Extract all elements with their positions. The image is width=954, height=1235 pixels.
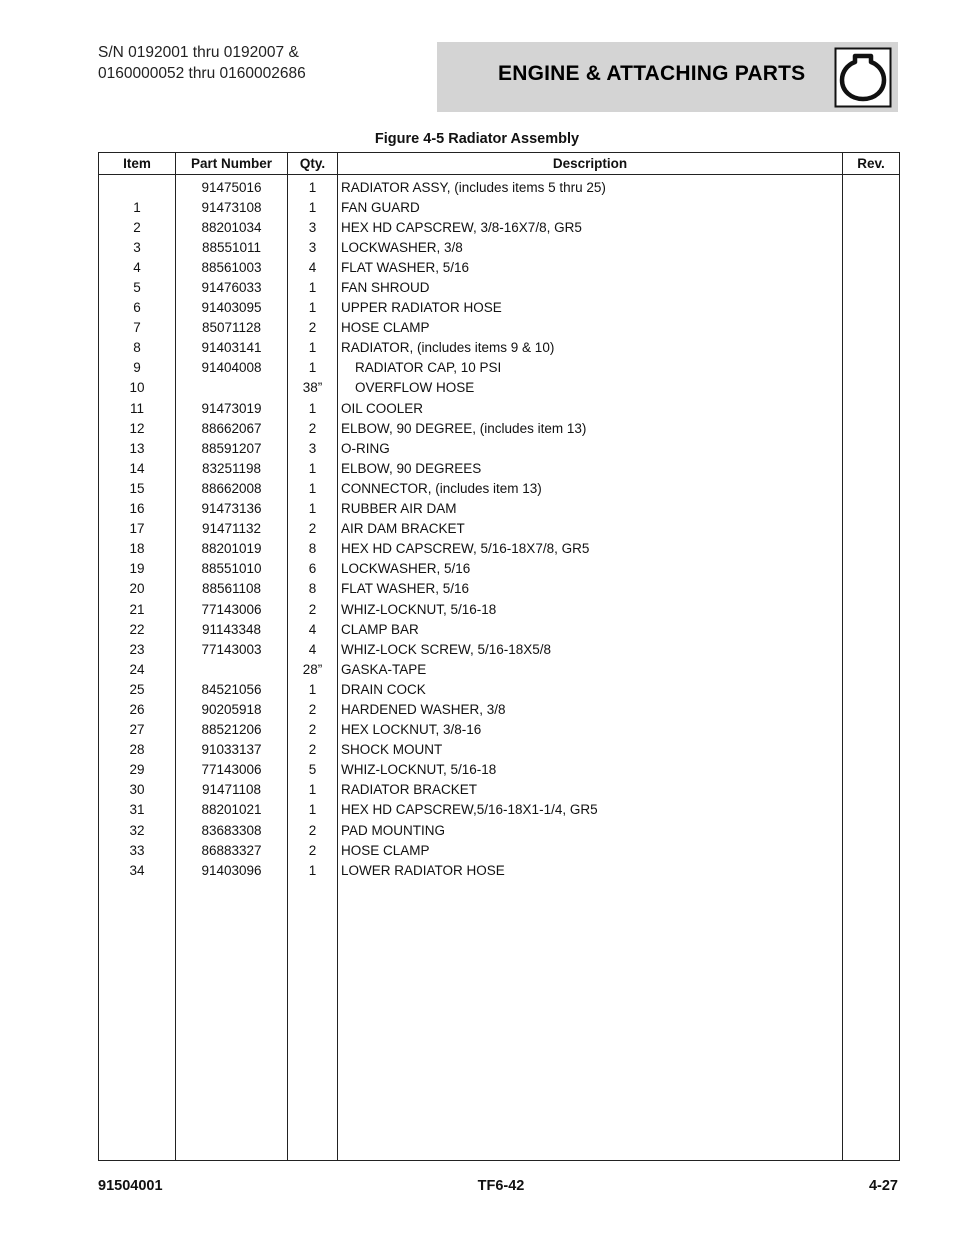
table-row bbox=[99, 398, 900, 418]
table-row bbox=[99, 338, 900, 358]
table-row bbox=[99, 175, 900, 198]
rev-cell bbox=[843, 619, 900, 639]
rev-cell bbox=[843, 458, 900, 478]
item-cell: 33 bbox=[99, 840, 176, 860]
column-header-qty: Qty. bbox=[288, 153, 338, 175]
qty-cell: 4 bbox=[288, 619, 338, 639]
table-row bbox=[99, 438, 900, 458]
part-number-cell: 77143003 bbox=[176, 639, 288, 659]
description-cell: CONNECTOR, (includes item 13) bbox=[338, 478, 843, 498]
part-number-cell: 91403095 bbox=[176, 298, 288, 318]
part-number-cell: 85071128 bbox=[176, 318, 288, 338]
table-row bbox=[99, 820, 900, 840]
table-row bbox=[99, 659, 900, 679]
part-number-cell: 88201019 bbox=[176, 539, 288, 559]
rev-cell bbox=[843, 519, 900, 539]
qty-cell: 8 bbox=[288, 539, 338, 559]
table-row bbox=[99, 478, 900, 498]
description-cell: HEX HD CAPSCREW, 3/8-16X7/8, GR5 bbox=[338, 217, 843, 237]
filler-cell bbox=[99, 880, 176, 1160]
rev-cell bbox=[843, 840, 900, 860]
rev-cell bbox=[843, 358, 900, 378]
qty-cell: 2 bbox=[288, 840, 338, 860]
item-cell: 8 bbox=[99, 338, 176, 358]
table-row bbox=[99, 740, 900, 760]
table-row bbox=[99, 257, 900, 277]
qty-cell: 28” bbox=[288, 659, 338, 679]
table-row bbox=[99, 539, 900, 559]
table-filler-row bbox=[99, 880, 900, 1160]
description-cell: RADIATOR, (includes items 9 & 10) bbox=[338, 338, 843, 358]
footer-page-number: 4-27 bbox=[868, 1178, 898, 1194]
description-cell: FAN GUARD bbox=[338, 197, 843, 217]
item-cell: 3 bbox=[99, 237, 176, 257]
qty-cell: 1 bbox=[288, 338, 338, 358]
item-cell: 10 bbox=[99, 378, 176, 398]
rev-cell bbox=[843, 418, 900, 438]
table-row bbox=[99, 277, 900, 297]
description-cell: HEX LOCKNUT, 3/8-16 bbox=[338, 720, 843, 740]
table-row bbox=[99, 378, 900, 398]
description-cell: RUBBER AIR DAM bbox=[338, 499, 843, 519]
section-title: ENGINE & ATTACHING PARTS bbox=[498, 62, 806, 85]
part-number-cell: 90205918 bbox=[176, 699, 288, 719]
rev-cell bbox=[843, 579, 900, 599]
table-row bbox=[99, 197, 900, 217]
rev-cell bbox=[843, 499, 900, 519]
description-cell: HOSE CLAMP bbox=[338, 840, 843, 860]
qty-cell: 1 bbox=[288, 499, 338, 519]
qty-cell: 3 bbox=[288, 438, 338, 458]
item-cell: 6 bbox=[99, 298, 176, 318]
description-cell: HEX HD CAPSCREW,5/16-18X1-1/4, GR5 bbox=[338, 800, 843, 820]
item-cell: 2 bbox=[99, 217, 176, 237]
item-cell: 16 bbox=[99, 499, 176, 519]
description-cell: HARDENED WASHER, 3/8 bbox=[338, 699, 843, 719]
part-number-cell: 88662008 bbox=[176, 478, 288, 498]
qty-cell: 2 bbox=[288, 519, 338, 539]
table-row bbox=[99, 599, 900, 619]
item-cell: 30 bbox=[99, 780, 176, 800]
filler-cell bbox=[176, 880, 288, 1160]
rev-cell bbox=[843, 860, 900, 880]
column-header-part-number: Part Number bbox=[176, 153, 288, 175]
rev-cell bbox=[843, 720, 900, 740]
qty-cell: 1 bbox=[288, 197, 338, 217]
table-row bbox=[99, 619, 900, 639]
qty-cell: 1 bbox=[288, 398, 338, 418]
part-number-cell bbox=[176, 659, 288, 679]
description-cell: LOWER RADIATOR HOSE bbox=[338, 860, 843, 880]
qty-cell: 1 bbox=[288, 175, 338, 198]
rev-cell bbox=[843, 257, 900, 277]
qty-cell: 1 bbox=[288, 298, 338, 318]
item-cell: 1 bbox=[99, 197, 176, 217]
table-header-row bbox=[99, 153, 900, 175]
qty-cell: 2 bbox=[288, 820, 338, 840]
table-row bbox=[99, 780, 900, 800]
qty-cell: 5 bbox=[288, 760, 338, 780]
item-cell: 32 bbox=[99, 820, 176, 840]
item-cell: 27 bbox=[99, 720, 176, 740]
part-number-cell: 83251198 bbox=[176, 458, 288, 478]
item-cell: 17 bbox=[99, 519, 176, 539]
part-number-cell: 86883327 bbox=[176, 840, 288, 860]
rev-cell bbox=[843, 478, 900, 498]
rev-cell bbox=[843, 539, 900, 559]
description-cell: SHOCK MOUNT bbox=[338, 740, 843, 760]
table-row bbox=[99, 679, 900, 699]
description-cell: FLAT WASHER, 5/16 bbox=[338, 257, 843, 277]
qty-cell: 4 bbox=[288, 639, 338, 659]
part-number-cell: 77143006 bbox=[176, 599, 288, 619]
part-number-cell: 88521206 bbox=[176, 720, 288, 740]
item-cell: 18 bbox=[99, 539, 176, 559]
column-header-item: Item bbox=[99, 153, 176, 175]
table-row bbox=[99, 860, 900, 880]
table-row bbox=[99, 418, 900, 438]
item-cell bbox=[99, 175, 176, 198]
qty-cell: 38” bbox=[288, 378, 338, 398]
qty-cell: 2 bbox=[288, 418, 338, 438]
serial-number-range bbox=[98, 42, 306, 84]
description-cell: WHIZ-LOCK SCREW, 5/16-18X5/8 bbox=[338, 639, 843, 659]
description-cell: FAN SHROUD bbox=[338, 277, 843, 297]
part-number-cell: 91476033 bbox=[176, 277, 288, 297]
qty-cell: 2 bbox=[288, 699, 338, 719]
rev-cell bbox=[843, 277, 900, 297]
description-cell: ELBOW, 90 DEGREES bbox=[338, 458, 843, 478]
description-cell: UPPER RADIATOR HOSE bbox=[338, 298, 843, 318]
description-cell: HEX HD CAPSCREW, 5/16-18X7/8, GR5 bbox=[338, 539, 843, 559]
table-row bbox=[99, 840, 900, 860]
rev-cell bbox=[843, 197, 900, 217]
parts-table-body bbox=[99, 175, 900, 1161]
part-number-cell: 91404008 bbox=[176, 358, 288, 378]
description-cell: O-RING bbox=[338, 438, 843, 458]
rev-cell bbox=[843, 398, 900, 418]
table-row bbox=[99, 358, 900, 378]
serial-line-2: 0160000052 thru 0160002686 bbox=[98, 65, 306, 82]
rev-cell bbox=[843, 318, 900, 338]
item-cell: 4 bbox=[99, 257, 176, 277]
column-header-description: Description bbox=[338, 153, 843, 175]
qty-cell: 2 bbox=[288, 318, 338, 338]
table-row bbox=[99, 720, 900, 740]
description-cell: RADIATOR ASSY, (includes items 5 thru 25) bbox=[338, 175, 843, 198]
item-cell: 7 bbox=[99, 318, 176, 338]
table-row bbox=[99, 800, 900, 820]
rev-cell bbox=[843, 780, 900, 800]
part-number-cell: 91473019 bbox=[176, 398, 288, 418]
part-number-cell: 88561108 bbox=[176, 579, 288, 599]
parts-table bbox=[98, 152, 900, 1161]
item-cell: 25 bbox=[99, 679, 176, 699]
part-number-cell: 88662067 bbox=[176, 418, 288, 438]
filler-cell bbox=[843, 880, 900, 1160]
part-number-cell: 84521056 bbox=[176, 679, 288, 699]
description-cell: OVERFLOW HOSE bbox=[338, 378, 843, 398]
item-cell: 15 bbox=[99, 478, 176, 498]
rev-cell bbox=[843, 338, 900, 358]
qty-cell: 1 bbox=[288, 780, 338, 800]
rev-cell bbox=[843, 378, 900, 398]
qty-cell: 2 bbox=[288, 740, 338, 760]
rev-cell bbox=[843, 760, 900, 780]
qty-cell: 1 bbox=[288, 277, 338, 297]
description-cell: ELBOW, 90 DEGREE, (includes item 13) bbox=[338, 418, 843, 438]
table-row bbox=[99, 499, 900, 519]
item-cell: 26 bbox=[99, 699, 176, 719]
filler-cell bbox=[338, 880, 843, 1160]
part-number-cell bbox=[176, 378, 288, 398]
description-cell: WHIZ-LOCKNUT, 5/16-18 bbox=[338, 599, 843, 619]
qty-cell: 3 bbox=[288, 217, 338, 237]
table-row bbox=[99, 559, 900, 579]
description-cell: DRAIN COCK bbox=[338, 679, 843, 699]
table-row bbox=[99, 458, 900, 478]
rev-cell bbox=[843, 820, 900, 840]
description-cell: FLAT WASHER, 5/16 bbox=[338, 579, 843, 599]
qty-cell: 1 bbox=[288, 358, 338, 378]
part-number-cell: 91403096 bbox=[176, 860, 288, 880]
description-cell: RADIATOR CAP, 10 PSI bbox=[338, 358, 843, 378]
part-number-cell: 91471132 bbox=[176, 519, 288, 539]
table-row bbox=[99, 237, 900, 257]
description-cell: AIR DAM BRACKET bbox=[338, 519, 843, 539]
qty-cell: 1 bbox=[288, 800, 338, 820]
part-number-cell: 88201021 bbox=[176, 800, 288, 820]
filler-cell bbox=[288, 880, 338, 1160]
part-number-cell: 91475016 bbox=[176, 175, 288, 198]
description-cell: WHIZ-LOCKNUT, 5/16-18 bbox=[338, 760, 843, 780]
item-cell: 20 bbox=[99, 579, 176, 599]
item-cell: 28 bbox=[99, 740, 176, 760]
serial-line-1: S/N 0192001 thru 0192007 & bbox=[98, 44, 299, 61]
item-cell: 31 bbox=[99, 800, 176, 820]
item-cell: 13 bbox=[99, 438, 176, 458]
description-cell: PAD MOUNTING bbox=[338, 820, 843, 840]
table-row bbox=[99, 217, 900, 237]
item-cell: 9 bbox=[99, 358, 176, 378]
part-number-cell: 91471108 bbox=[176, 780, 288, 800]
part-number-cell: 88201034 bbox=[176, 217, 288, 237]
footer-model: TF6-42 bbox=[477, 1178, 525, 1194]
part-number-cell: 88561003 bbox=[176, 257, 288, 277]
part-number-cell: 77143006 bbox=[176, 760, 288, 780]
footer-manual-number: 91504001 bbox=[98, 1178, 163, 1194]
section-banner bbox=[437, 42, 898, 112]
qty-cell: 1 bbox=[288, 679, 338, 699]
column-header-rev: Rev. bbox=[843, 153, 900, 175]
qty-cell: 6 bbox=[288, 559, 338, 579]
item-cell: 24 bbox=[99, 659, 176, 679]
part-number-cell: 91143348 bbox=[176, 619, 288, 639]
part-number-cell: 83683308 bbox=[176, 820, 288, 840]
item-cell: 22 bbox=[99, 619, 176, 639]
rev-cell bbox=[843, 639, 900, 659]
description-cell: GASKA-TAPE bbox=[338, 659, 843, 679]
item-cell: 29 bbox=[99, 760, 176, 780]
rev-cell bbox=[843, 800, 900, 820]
rev-cell bbox=[843, 740, 900, 760]
rev-cell bbox=[843, 679, 900, 699]
part-number-cell: 91473136 bbox=[176, 499, 288, 519]
item-cell: 11 bbox=[99, 398, 176, 418]
item-cell: 14 bbox=[99, 458, 176, 478]
table-row bbox=[99, 639, 900, 659]
qty-cell: 3 bbox=[288, 237, 338, 257]
rev-cell bbox=[843, 438, 900, 458]
item-cell: 34 bbox=[99, 860, 176, 880]
description-cell: LOCKWASHER, 5/16 bbox=[338, 559, 843, 579]
part-number-cell: 91403141 bbox=[176, 338, 288, 358]
qty-cell: 2 bbox=[288, 599, 338, 619]
figure-title: Figure 4-5 Radiator Assembly bbox=[374, 131, 580, 147]
part-number-cell: 91473108 bbox=[176, 197, 288, 217]
description-cell: OIL COOLER bbox=[338, 398, 843, 418]
part-number-cell: 91033137 bbox=[176, 740, 288, 760]
item-cell: 23 bbox=[99, 639, 176, 659]
rev-cell bbox=[843, 175, 900, 198]
table-row bbox=[99, 579, 900, 599]
rev-cell bbox=[843, 599, 900, 619]
qty-cell: 2 bbox=[288, 720, 338, 740]
table-row bbox=[99, 699, 900, 719]
rev-cell bbox=[843, 237, 900, 257]
description-cell: LOCKWASHER, 3/8 bbox=[338, 237, 843, 257]
qty-cell: 4 bbox=[288, 257, 338, 277]
part-number-cell: 88591207 bbox=[176, 438, 288, 458]
description-cell: RADIATOR BRACKET bbox=[338, 780, 843, 800]
engine-icon bbox=[834, 47, 892, 108]
qty-cell: 1 bbox=[288, 458, 338, 478]
item-cell: 12 bbox=[99, 418, 176, 438]
table-row bbox=[99, 760, 900, 780]
item-cell: 5 bbox=[99, 277, 176, 297]
item-cell: 19 bbox=[99, 559, 176, 579]
rev-cell bbox=[843, 699, 900, 719]
part-number-cell: 88551010 bbox=[176, 559, 288, 579]
rev-cell bbox=[843, 659, 900, 679]
qty-cell: 8 bbox=[288, 579, 338, 599]
rev-cell bbox=[843, 559, 900, 579]
rev-cell bbox=[843, 298, 900, 318]
part-number-cell: 88551011 bbox=[176, 237, 288, 257]
description-cell: CLAMP BAR bbox=[338, 619, 843, 639]
table-row bbox=[99, 519, 900, 539]
qty-cell: 1 bbox=[288, 860, 338, 880]
description-cell: HOSE CLAMP bbox=[338, 318, 843, 338]
table-row bbox=[99, 298, 900, 318]
rev-cell bbox=[843, 217, 900, 237]
table-row bbox=[99, 318, 900, 338]
qty-cell: 1 bbox=[288, 478, 338, 498]
item-cell: 21 bbox=[99, 599, 176, 619]
